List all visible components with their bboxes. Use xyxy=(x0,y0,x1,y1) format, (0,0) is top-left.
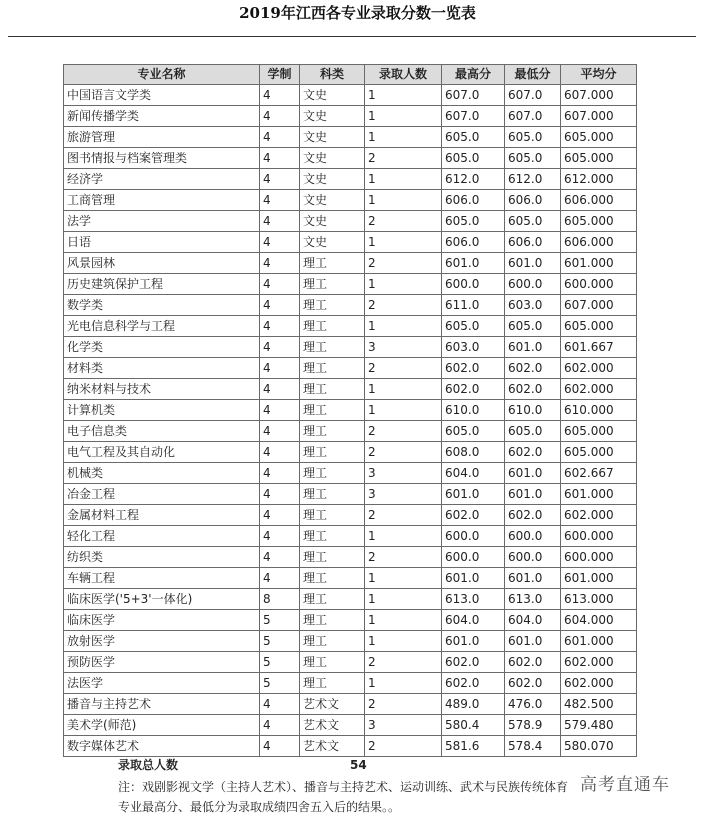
table-row xyxy=(64,736,637,757)
cell-avg-score: 605.000 xyxy=(561,148,637,169)
cell-duration: 4 xyxy=(260,505,300,526)
table-row xyxy=(64,211,637,232)
cell-min-score: 578.9 xyxy=(505,715,561,736)
cell-category: 理工 xyxy=(300,589,365,610)
cell-max-score: 605.0 xyxy=(442,316,505,337)
cell-min-score: 602.0 xyxy=(505,505,561,526)
cell-avg-score: 602.000 xyxy=(561,505,637,526)
cell-avg-score: 606.000 xyxy=(561,232,637,253)
cell-admitted-count: 1 xyxy=(365,631,442,652)
cell-category: 理工 xyxy=(300,295,365,316)
cell-max-score: 600.0 xyxy=(442,526,505,547)
cell-max-score: 612.0 xyxy=(442,169,505,190)
header-max-score: 最高分 xyxy=(442,65,505,85)
cell-admitted-count: 1 xyxy=(365,568,442,589)
cell-avg-score: 610.000 xyxy=(561,400,637,421)
cell-avg-score: 602.667 xyxy=(561,463,637,484)
cell-admitted-count: 1 xyxy=(365,274,442,295)
cell-major-name: 计算机类 xyxy=(64,400,260,421)
cell-major-name: 经济学 xyxy=(64,169,260,190)
cell-min-score: 605.0 xyxy=(505,316,561,337)
cell-duration: 4 xyxy=(260,190,300,211)
watermark: 高考直通车 xyxy=(580,775,670,795)
cell-duration: 4 xyxy=(260,400,300,421)
cell-admitted-count: 2 xyxy=(365,253,442,274)
cell-major-name: 化学类 xyxy=(64,337,260,358)
table-header-row xyxy=(64,65,637,85)
table-row xyxy=(64,421,637,442)
cell-major-name: 车辆工程 xyxy=(64,568,260,589)
cell-admitted-count: 2 xyxy=(365,421,442,442)
cell-max-score: 604.0 xyxy=(442,463,505,484)
table-row xyxy=(64,379,637,400)
table-row xyxy=(64,148,637,169)
cell-admitted-count: 2 xyxy=(365,295,442,316)
cell-min-score: 605.0 xyxy=(505,127,561,148)
cell-admitted-count: 1 xyxy=(365,526,442,547)
cell-category: 理工 xyxy=(300,379,365,400)
cell-min-score: 606.0 xyxy=(505,190,561,211)
cell-duration: 4 xyxy=(260,715,300,736)
table-row xyxy=(64,568,637,589)
cell-category: 艺术文 xyxy=(300,736,365,757)
cell-major-name: 材料类 xyxy=(64,358,260,379)
cell-duration: 4 xyxy=(260,232,300,253)
table-row xyxy=(64,547,637,568)
cell-max-score: 601.0 xyxy=(442,253,505,274)
cell-min-score: 606.0 xyxy=(505,232,561,253)
header-min-score: 最低分 xyxy=(505,65,561,85)
cell-admitted-count: 3 xyxy=(365,463,442,484)
cell-avg-score: 607.000 xyxy=(561,85,637,106)
cell-avg-score: 604.000 xyxy=(561,610,637,631)
cell-major-name: 轻化工程 xyxy=(64,526,260,547)
cell-major-name: 旅游管理 xyxy=(64,127,260,148)
cell-duration: 8 xyxy=(260,589,300,610)
cell-admitted-count: 1 xyxy=(365,127,442,148)
cell-max-score: 602.0 xyxy=(442,673,505,694)
cell-duration: 5 xyxy=(260,652,300,673)
cell-major-name: 数学类 xyxy=(64,295,260,316)
cell-category: 理工 xyxy=(300,526,365,547)
cell-major-name: 播音与主持艺术 xyxy=(64,694,260,715)
cell-duration: 4 xyxy=(260,253,300,274)
cell-admitted-count: 1 xyxy=(365,106,442,127)
cell-duration: 4 xyxy=(260,736,300,757)
total-admitted-value: 54 xyxy=(350,758,367,772)
cell-max-score: 580.4 xyxy=(442,715,505,736)
cell-avg-score: 612.000 xyxy=(561,169,637,190)
header-duration: 学制 xyxy=(260,65,300,85)
header-avg-score: 平均分 xyxy=(561,65,637,85)
cell-major-name: 预防医学 xyxy=(64,652,260,673)
cell-major-name: 新闻传播学类 xyxy=(64,106,260,127)
cell-avg-score: 607.000 xyxy=(561,106,637,127)
cell-category: 理工 xyxy=(300,631,365,652)
table-row xyxy=(64,484,637,505)
cell-duration: 4 xyxy=(260,379,300,400)
total-admitted-label: 录取总人数 xyxy=(118,758,179,772)
cell-admitted-count: 1 xyxy=(365,673,442,694)
table-row xyxy=(64,358,637,379)
cell-admitted-count: 1 xyxy=(365,169,442,190)
cell-avg-score: 602.000 xyxy=(561,358,637,379)
cell-max-score: 610.0 xyxy=(442,400,505,421)
cell-min-score: 607.0 xyxy=(505,106,561,127)
cell-max-score: 605.0 xyxy=(442,127,505,148)
cell-major-name: 光电信息科学与工程 xyxy=(64,316,260,337)
cell-min-score: 612.0 xyxy=(505,169,561,190)
cell-min-score: 605.0 xyxy=(505,421,561,442)
cell-admitted-count: 3 xyxy=(365,337,442,358)
cell-avg-score: 605.000 xyxy=(561,442,637,463)
cell-duration: 4 xyxy=(260,442,300,463)
cell-category: 理工 xyxy=(300,358,365,379)
cell-max-score: 602.0 xyxy=(442,652,505,673)
cell-duration: 5 xyxy=(260,673,300,694)
cell-min-score: 602.0 xyxy=(505,442,561,463)
cell-avg-score: 601.000 xyxy=(561,253,637,274)
cell-major-name: 电子信息类 xyxy=(64,421,260,442)
cell-admitted-count: 1 xyxy=(365,316,442,337)
cell-duration: 4 xyxy=(260,169,300,190)
cell-category: 理工 xyxy=(300,568,365,589)
table-row xyxy=(64,589,637,610)
cell-category: 理工 xyxy=(300,442,365,463)
cell-min-score: 601.0 xyxy=(505,463,561,484)
cell-max-score: 600.0 xyxy=(442,547,505,568)
cell-admitted-count: 2 xyxy=(365,652,442,673)
cell-major-name: 放射医学 xyxy=(64,631,260,652)
header-major-name: 专业名称 xyxy=(64,65,260,85)
cell-category: 艺术文 xyxy=(300,715,365,736)
cell-admitted-count: 1 xyxy=(365,85,442,106)
cell-duration: 4 xyxy=(260,463,300,484)
title-divider xyxy=(8,36,696,37)
cell-min-score: 601.0 xyxy=(505,631,561,652)
cell-category: 理工 xyxy=(300,400,365,421)
table-row xyxy=(64,463,637,484)
table-row xyxy=(64,715,637,736)
cell-max-score: 606.0 xyxy=(442,190,505,211)
table-row xyxy=(64,106,637,127)
cell-major-name: 工商管理 xyxy=(64,190,260,211)
cell-avg-score: 602.000 xyxy=(561,379,637,400)
cell-duration: 4 xyxy=(260,106,300,127)
cell-min-score: 476.0 xyxy=(505,694,561,715)
cell-min-score: 601.0 xyxy=(505,568,561,589)
table-row xyxy=(64,253,637,274)
cell-avg-score: 482.500 xyxy=(561,694,637,715)
admission-scores-table xyxy=(63,64,637,757)
cell-major-name: 风景园林 xyxy=(64,253,260,274)
cell-admitted-count: 2 xyxy=(365,358,442,379)
cell-avg-score: 605.000 xyxy=(561,421,637,442)
cell-category: 理工 xyxy=(300,652,365,673)
cell-min-score: 613.0 xyxy=(505,589,561,610)
cell-category: 文史 xyxy=(300,85,365,106)
table-row xyxy=(64,610,637,631)
cell-max-score: 602.0 xyxy=(442,505,505,526)
cell-category: 理工 xyxy=(300,505,365,526)
cell-duration: 4 xyxy=(260,568,300,589)
cell-duration: 4 xyxy=(260,274,300,295)
cell-category: 艺术文 xyxy=(300,694,365,715)
cell-major-name: 中国语言文学类 xyxy=(64,85,260,106)
cell-category: 文史 xyxy=(300,190,365,211)
cell-admitted-count: 2 xyxy=(365,148,442,169)
cell-category: 理工 xyxy=(300,421,365,442)
table-row xyxy=(64,505,637,526)
cell-avg-score: 605.000 xyxy=(561,211,637,232)
cell-major-name: 纺织类 xyxy=(64,547,260,568)
cell-min-score: 607.0 xyxy=(505,85,561,106)
cell-avg-score: 613.000 xyxy=(561,589,637,610)
cell-admitted-count: 1 xyxy=(365,190,442,211)
cell-category: 文史 xyxy=(300,232,365,253)
cell-admitted-count: 2 xyxy=(365,505,442,526)
cell-max-score: 602.0 xyxy=(442,379,505,400)
cell-category: 文史 xyxy=(300,211,365,232)
cell-major-name: 法医学 xyxy=(64,673,260,694)
cell-min-score: 600.0 xyxy=(505,526,561,547)
cell-max-score: 489.0 xyxy=(442,694,505,715)
table-row xyxy=(64,232,637,253)
total-admitted xyxy=(118,757,367,773)
cell-duration: 4 xyxy=(260,421,300,442)
table-row xyxy=(64,274,637,295)
cell-duration: 5 xyxy=(260,631,300,652)
cell-major-name: 数字媒体艺术 xyxy=(64,736,260,757)
cell-duration: 4 xyxy=(260,148,300,169)
cell-major-name: 法学 xyxy=(64,211,260,232)
cell-min-score: 601.0 xyxy=(505,337,561,358)
cell-duration: 4 xyxy=(260,211,300,232)
cell-max-score: 604.0 xyxy=(442,610,505,631)
cell-max-score: 613.0 xyxy=(442,589,505,610)
cell-min-score: 601.0 xyxy=(505,484,561,505)
cell-admitted-count: 1 xyxy=(365,589,442,610)
cell-min-score: 603.0 xyxy=(505,295,561,316)
cell-max-score: 605.0 xyxy=(442,148,505,169)
cell-category: 理工 xyxy=(300,274,365,295)
cell-avg-score: 579.480 xyxy=(561,715,637,736)
cell-min-score: 602.0 xyxy=(505,652,561,673)
cell-avg-score: 605.000 xyxy=(561,316,637,337)
table-row xyxy=(64,295,637,316)
table-row xyxy=(64,631,637,652)
cell-min-score: 605.0 xyxy=(505,211,561,232)
cell-category: 理工 xyxy=(300,463,365,484)
table-body xyxy=(64,85,637,757)
cell-min-score: 602.0 xyxy=(505,673,561,694)
cell-min-score: 578.4 xyxy=(505,736,561,757)
cell-duration: 4 xyxy=(260,694,300,715)
cell-duration: 4 xyxy=(260,127,300,148)
cell-duration: 4 xyxy=(260,358,300,379)
cell-admitted-count: 1 xyxy=(365,232,442,253)
cell-min-score: 602.0 xyxy=(505,379,561,400)
cell-category: 理工 xyxy=(300,547,365,568)
cell-duration: 4 xyxy=(260,316,300,337)
cell-avg-score: 606.000 xyxy=(561,190,637,211)
table-row xyxy=(64,526,637,547)
cell-max-score: 607.0 xyxy=(442,106,505,127)
cell-admitted-count: 3 xyxy=(365,715,442,736)
cell-admitted-count: 2 xyxy=(365,694,442,715)
cell-duration: 4 xyxy=(260,295,300,316)
cell-category: 理工 xyxy=(300,316,365,337)
cell-avg-score: 605.000 xyxy=(561,127,637,148)
cell-category: 文史 xyxy=(300,127,365,148)
cell-category: 理工 xyxy=(300,484,365,505)
table-row xyxy=(64,694,637,715)
cell-major-name: 历史建筑保护工程 xyxy=(64,274,260,295)
cell-admitted-count: 2 xyxy=(365,736,442,757)
cell-category: 文史 xyxy=(300,169,365,190)
cell-admitted-count: 2 xyxy=(365,547,442,568)
cell-max-score: 600.0 xyxy=(442,274,505,295)
cell-major-name: 图书情报与档案管理类 xyxy=(64,148,260,169)
cell-avg-score: 607.000 xyxy=(561,295,637,316)
cell-min-score: 605.0 xyxy=(505,148,561,169)
cell-max-score: 601.0 xyxy=(442,568,505,589)
cell-avg-score: 600.000 xyxy=(561,547,637,568)
cell-major-name: 机械类 xyxy=(64,463,260,484)
cell-admitted-count: 2 xyxy=(365,211,442,232)
cell-major-name: 冶金工程 xyxy=(64,484,260,505)
table-row xyxy=(64,652,637,673)
table-row xyxy=(64,127,637,148)
cell-max-score: 601.0 xyxy=(442,631,505,652)
cell-avg-score: 601.000 xyxy=(561,631,637,652)
cell-category: 文史 xyxy=(300,148,365,169)
footnote: 注：戏剧影视文学（主持人艺术）、播音与主持艺术、运动训练、武术与民族传统体育专业最高分、最低分为录取成绩四舍五入后的结果。。 xyxy=(118,780,569,814)
cell-major-name: 日语 xyxy=(64,232,260,253)
table-row xyxy=(64,190,637,211)
cell-duration: 4 xyxy=(260,484,300,505)
cell-avg-score: 602.000 xyxy=(561,673,637,694)
table-row xyxy=(64,442,637,463)
cell-max-score: 581.6 xyxy=(442,736,505,757)
cell-avg-score: 600.000 xyxy=(561,274,637,295)
cell-max-score: 602.0 xyxy=(442,358,505,379)
cell-category: 理工 xyxy=(300,673,365,694)
cell-avg-score: 580.070 xyxy=(561,736,637,757)
cell-category: 理工 xyxy=(300,337,365,358)
table-row xyxy=(64,85,637,106)
cell-admitted-count: 2 xyxy=(365,442,442,463)
cell-min-score: 604.0 xyxy=(505,610,561,631)
cell-major-name: 纳米材料与技术 xyxy=(64,379,260,400)
table-row xyxy=(64,400,637,421)
table-row xyxy=(64,169,637,190)
cell-admitted-count: 3 xyxy=(365,484,442,505)
table-row xyxy=(64,316,637,337)
table-row xyxy=(64,673,637,694)
cell-major-name: 金属材料工程 xyxy=(64,505,260,526)
cell-duration: 5 xyxy=(260,610,300,631)
cell-duration: 4 xyxy=(260,85,300,106)
cell-admitted-count: 1 xyxy=(365,400,442,421)
cell-max-score: 601.0 xyxy=(442,484,505,505)
cell-admitted-count: 1 xyxy=(365,379,442,400)
cell-major-name: 美术学(师范) xyxy=(64,715,260,736)
cell-avg-score: 601.000 xyxy=(561,484,637,505)
cell-category: 理工 xyxy=(300,610,365,631)
cell-category: 文史 xyxy=(300,106,365,127)
cell-max-score: 605.0 xyxy=(442,211,505,232)
cell-max-score: 603.0 xyxy=(442,337,505,358)
header-admitted-count: 录取人数 xyxy=(365,65,442,85)
cell-max-score: 607.0 xyxy=(442,85,505,106)
cell-max-score: 605.0 xyxy=(442,421,505,442)
cell-min-score: 601.0 xyxy=(505,253,561,274)
cell-admitted-count: 1 xyxy=(365,610,442,631)
table-row xyxy=(64,337,637,358)
cell-avg-score: 602.000 xyxy=(561,652,637,673)
cell-max-score: 608.0 xyxy=(442,442,505,463)
cell-max-score: 606.0 xyxy=(442,232,505,253)
page-title: 2019年江西各专业录取分数一览表 xyxy=(239,4,476,22)
cell-major-name: 电气工程及其自动化 xyxy=(64,442,260,463)
cell-avg-score: 601.667 xyxy=(561,337,637,358)
cell-min-score: 610.0 xyxy=(505,400,561,421)
cell-avg-score: 600.000 xyxy=(561,526,637,547)
cell-avg-score: 601.000 xyxy=(561,568,637,589)
cell-duration: 4 xyxy=(260,337,300,358)
cell-major-name: 临床医学('5+3'一体化) xyxy=(64,589,260,610)
cell-min-score: 600.0 xyxy=(505,274,561,295)
cell-max-score: 611.0 xyxy=(442,295,505,316)
cell-duration: 4 xyxy=(260,526,300,547)
cell-category: 理工 xyxy=(300,253,365,274)
cell-duration: 4 xyxy=(260,547,300,568)
cell-major-name: 临床医学 xyxy=(64,610,260,631)
header-category: 科类 xyxy=(300,65,365,85)
cell-min-score: 602.0 xyxy=(505,358,561,379)
cell-min-score: 600.0 xyxy=(505,547,561,568)
